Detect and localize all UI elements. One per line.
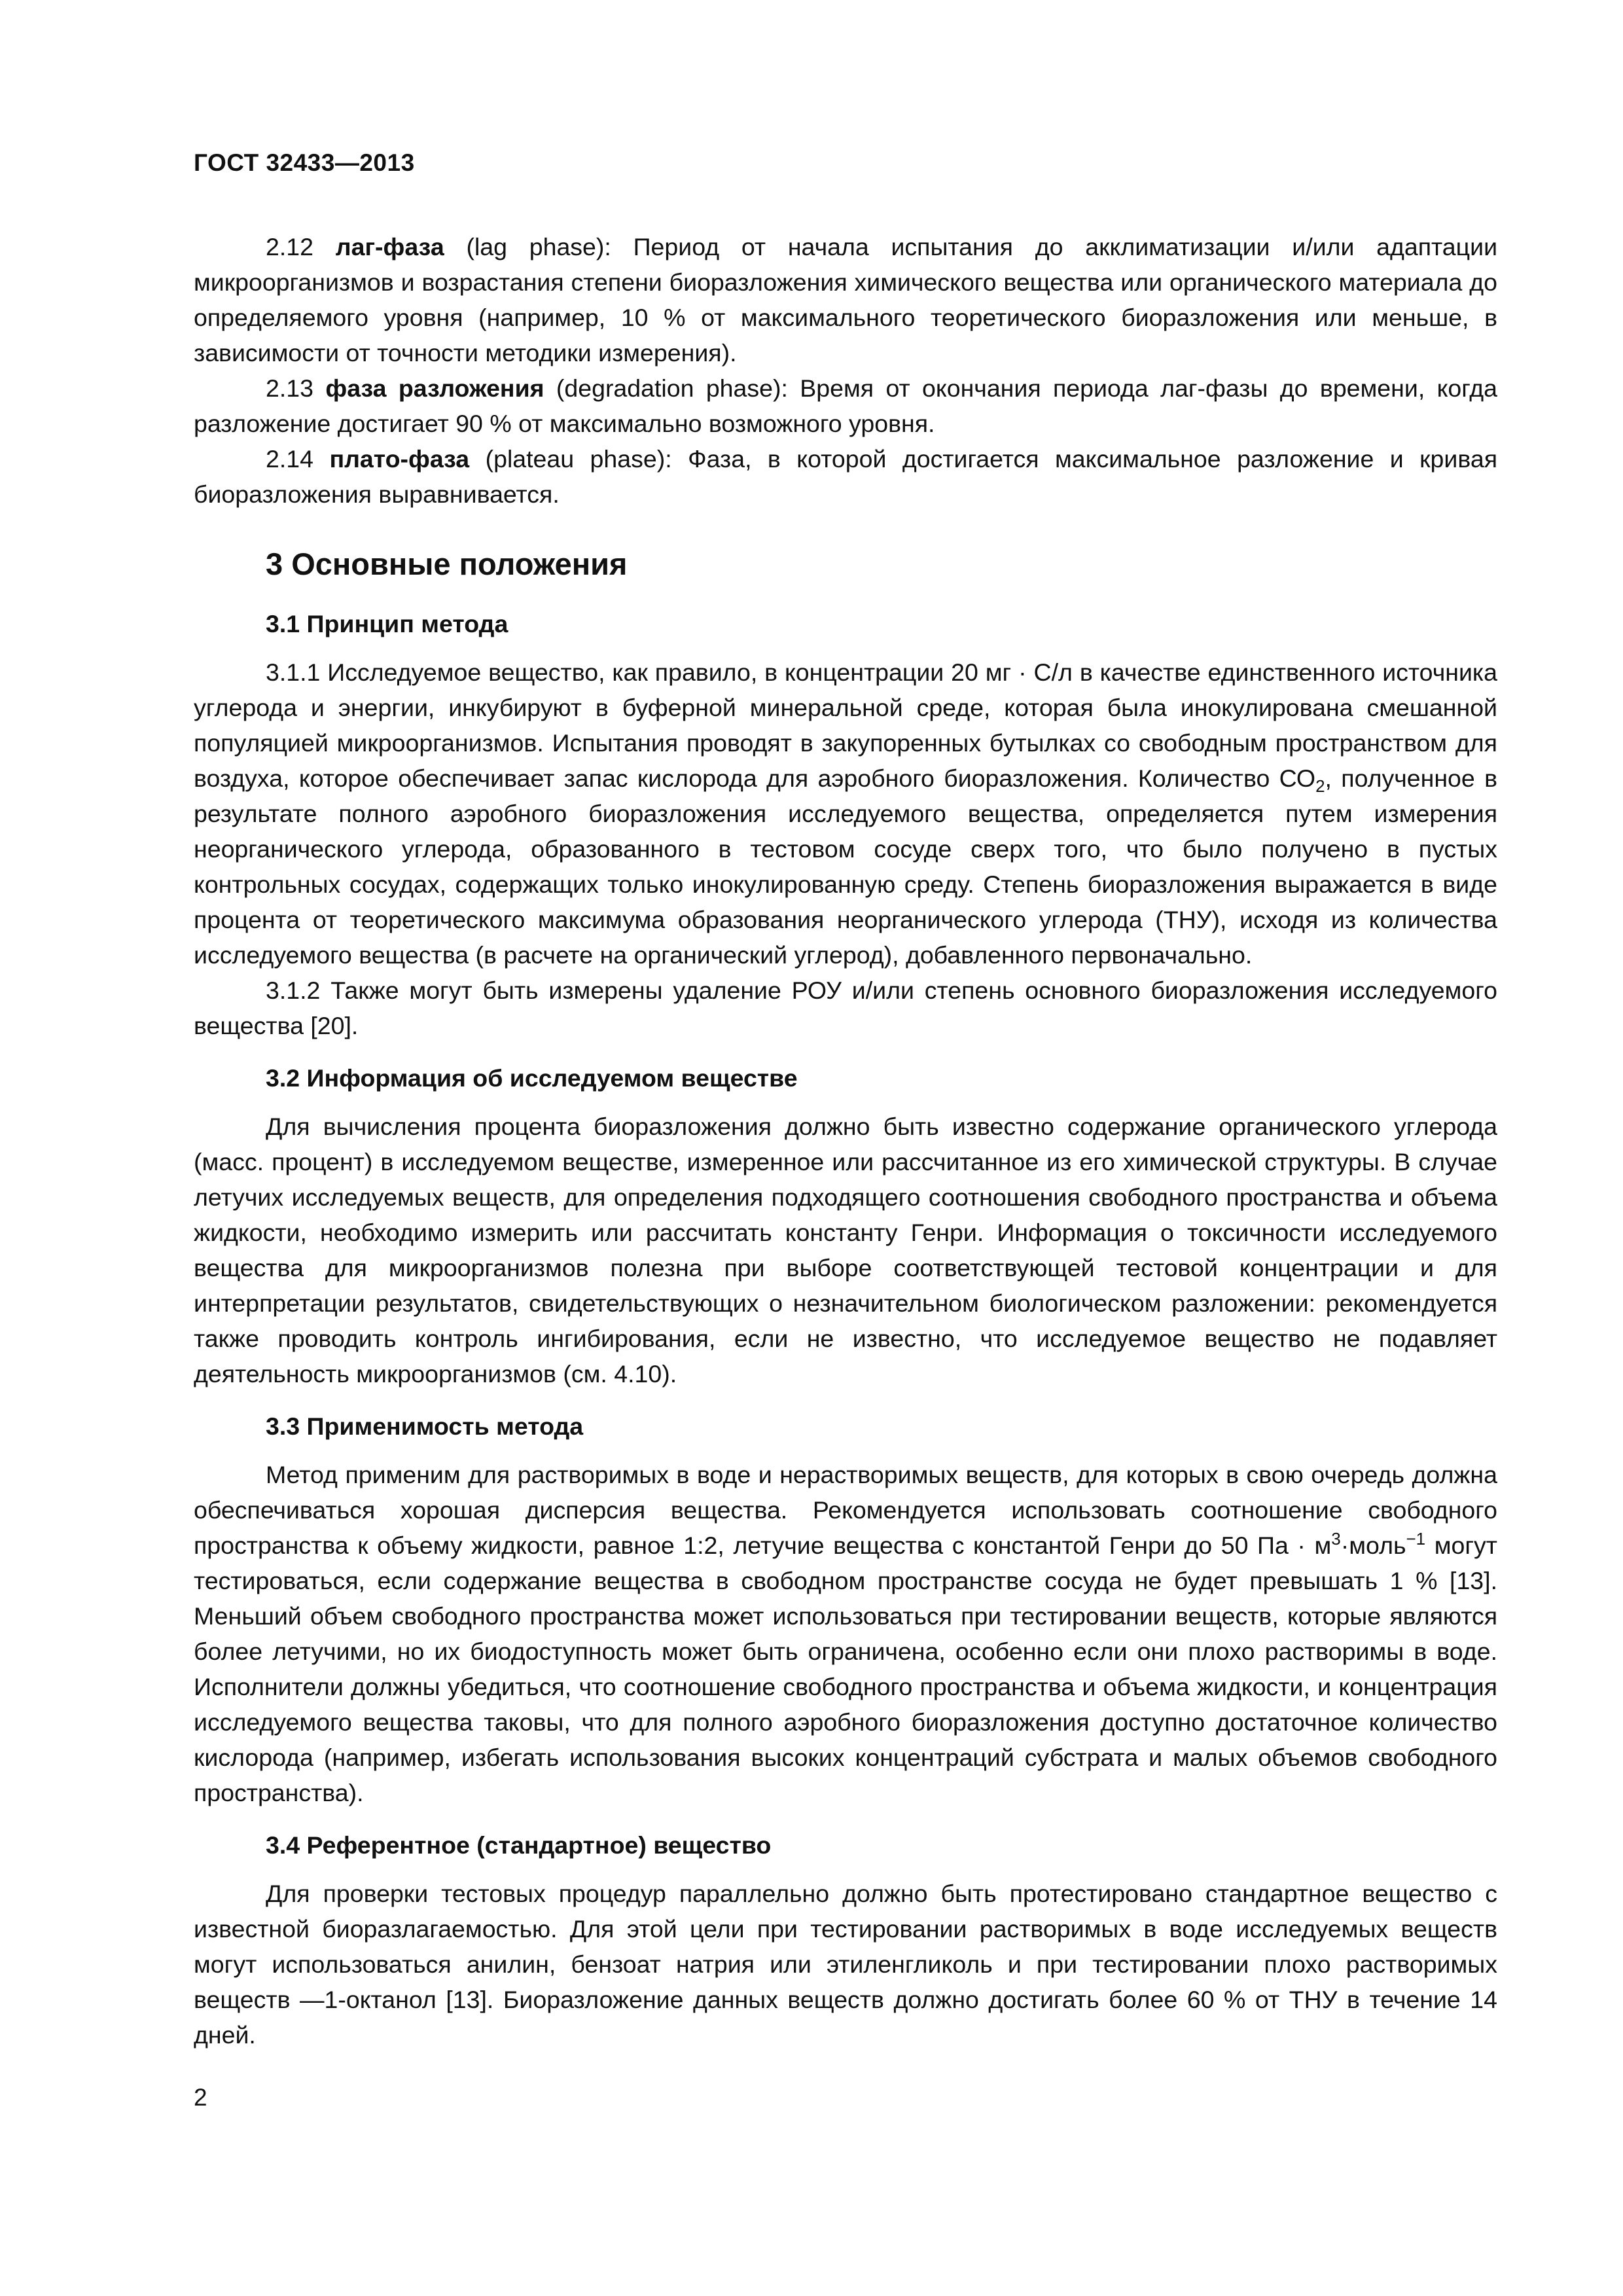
definition-term: лаг-фаза	[335, 233, 444, 260]
paragraph-text: Метод применим для растворимых в воде и нерастворимых веществ, для которых в свою очередь должна обеспечиваться хорошая дисперсия вещества. Рекомендуется использовать соотношение свободного пространства к объему жидкости, равное 1:2, летучие вещества с константой Генри до 50 Па · м	[194, 1461, 1497, 1559]
section-3-heading: 3 Основные положения	[266, 547, 628, 581]
definition-2-12	[194, 229, 1497, 370]
document-code-header: ГОСТ 32433—2013	[194, 149, 415, 176]
definition-english: (plateau phase):	[485, 445, 672, 473]
definition-2-13	[194, 370, 1497, 441]
paragraph-3-1-2: 3.1.2 Также могут быть измерены удаление РОУ и/или степень основного биоразложения исследуемого вещества [20].	[194, 977, 1497, 1039]
superscript: 3	[1331, 1529, 1341, 1549]
definition-english: (degradation phase):	[556, 374, 788, 402]
definition-number: 2.12	[266, 233, 313, 260]
paragraph-3-3	[194, 1457, 1497, 1810]
definition-2-14	[194, 441, 1497, 512]
subsection-3-3-heading: 3.3 Применимость метода	[266, 1412, 584, 1440]
definition-number: 2.14	[266, 445, 313, 473]
definition-text: Фаза, в которой достигается максимальное разложение и кривая биоразложения выравнивается.	[194, 445, 1498, 508]
definition-term: фаза разложения	[325, 374, 544, 402]
definition-text: Период от начала испытания до акклиматизации и/или адаптации микроорганизмов и возрастания степени биоразложения химического вещества или органического материала до определяемого уровня (например, 10 % от максимального теоретического биоразложения или меньше, в зависимости от точности методики измерения).	[194, 233, 1498, 367]
page-number: 2	[194, 2084, 207, 2111]
definition-number: 2.13	[266, 374, 313, 402]
definition-text: Время от окончания периода лаг-фазы до времени, когда разложение достигает 90 % от максимально возможного уровня.	[194, 374, 1498, 437]
paragraph-text: ·моль	[1340, 1532, 1406, 1559]
definition-term: плато-фаза	[329, 445, 470, 473]
subsection-3-4-heading: 3.4 Референтное (стандартное) вещество	[266, 1831, 772, 1859]
paragraph-text: , полученное в результате полного аэробного биоразложения исследуемого вещества, определяется путем измерения неорганического углерода, образованного в тестовом сосуде сверх того, что было получено в пустых контрольных сосудах, содержащих только инокулированную среду. Степень биоразложения выражается в виде процента от теоретического максимума образования неорганического углерода (ТНУ), исходя из количества исследуемого вещества (в расчете на органический углерод), добавленного первоначально.	[194, 764, 1497, 969]
paragraph-text: 3.1.1 Исследуемое вещество, как правило, в концентрации 20 мг · С/л в качестве единственного источника углерода и энергии, инкубируют в буферной минеральной среде, которая была инокулирована смешанной популяцией микроорганизмов. Испытания проводят в закупоренных бутылках со свободным пространством для воздуха, которое обеспечивает запас кислорода для аэробного биоразложения. Количество СО	[194, 658, 1497, 792]
page-content	[194, 229, 1497, 2053]
paragraph-3-1-1	[194, 655, 1497, 973]
definition-english: (lag phase):	[466, 233, 611, 260]
subsection-3-2-heading: 3.2 Информация об исследуемом веществе	[266, 1064, 798, 1092]
superscript: −1	[1406, 1529, 1426, 1549]
paragraph-3-4: Для проверки тестовых процедур параллельно должно быть протестировано стандартное вещество с известной биоразлагаемостью. Для этой цели при тестировании растворимых в воде исследуемых веществ могут использоваться анилин, бензоат натрия или этиленгликоль и при тестировании плохо растворимых веществ —1-октанол [13]. Биоразложение данных веществ должно достигать более 60 % от ТНУ в течение 14 дней.	[194, 1880, 1497, 2049]
paragraph-3-2: Для вычисления процента биоразложения должно быть известно содержание органического углерода (масс. процент) в исследуемом веществе, измеренное или рассчитанное из его химической структуры. В случае летучих исследуемых веществ, для определения подходящего соотношения свободного пространства и объема жидкости, необходимо измерить или рассчитать константу Генри. Информация о токсичности исследуемого вещества для микроорганизмов полезна при выборе соответствующей тестовой концентрации и для интерпретации результатов, свидетельствующих о незначительном биологическом разложении: рекомендуется также проводить контроль ингибирования, если не известно, что исследуемое вещество не подавляет деятельность микроорганизмов (см. 4.10).	[194, 1113, 1497, 1388]
subsection-3-1-heading: 3.1 Принцип метода	[266, 610, 508, 637]
paragraph-text: могут тестироваться, если содержание вещества в свободном пространстве сосуда не будет превышать 1 % [13]. Меньший объем свободного пространства может использоваться при тестировании веществ, которые являются более летучими, но их биодоступность может быть ограничена, особенно если они плохо растворимы в воде. Исполнители должны убедиться, что соотношение свободного пространства и объема жидкости, и концентрация исследуемого вещества таковы, что для полного аэробного биоразложения доступно достаточное количество кислорода (например, избегать использования высоких концентраций субстрата и малых объемов свободного пространства).	[194, 1532, 1497, 1806]
subscript: 2	[1315, 776, 1325, 796]
